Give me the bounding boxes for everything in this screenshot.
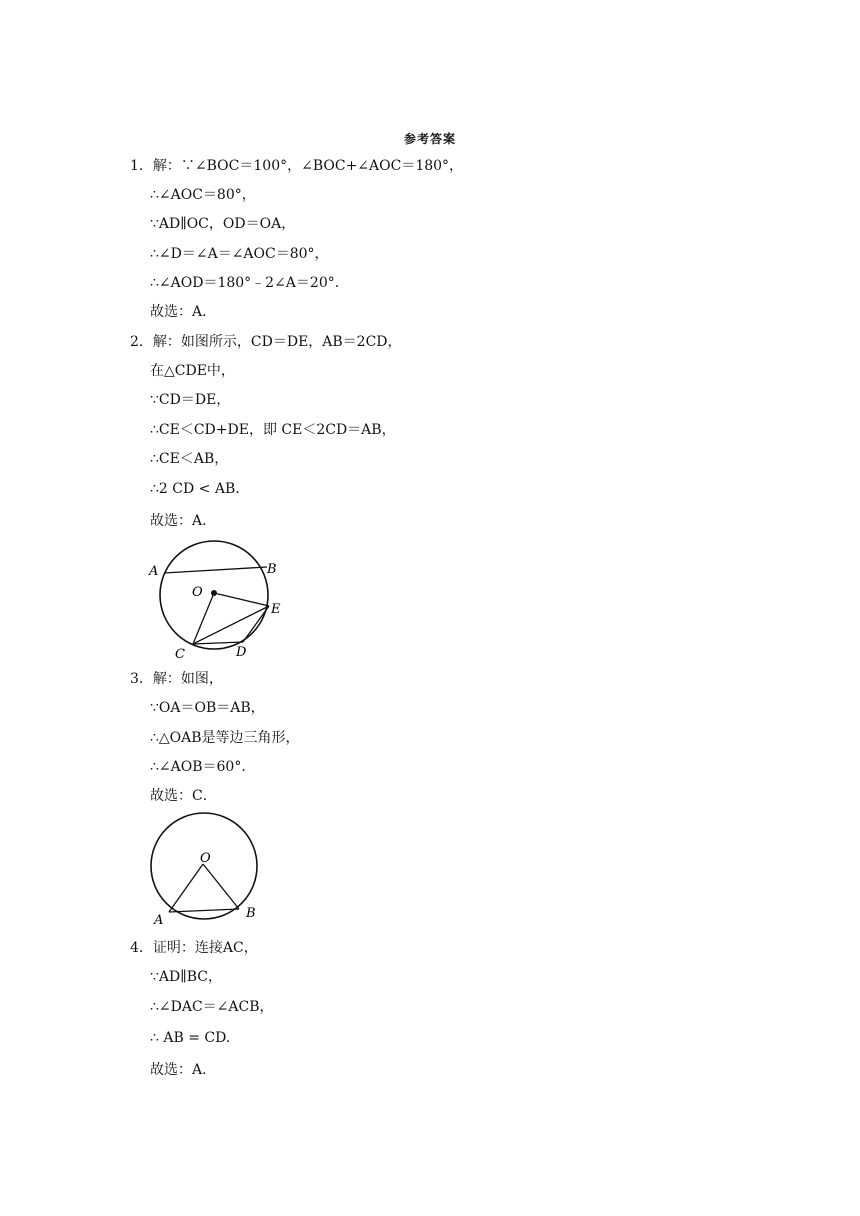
q3-line-2: ∵OA＝OB＝AB， [150,700,265,716]
q1-line-2: ∴∠AOC＝80°， [150,187,256,203]
label-o-2: O [200,851,211,866]
q3-answer: 故选：C． [150,788,217,804]
circle-figure-q2 [145,535,285,660]
q2-line-1: 2．解：如图所示，CD＝DE，AB＝2CD， [130,334,402,350]
label-o: O [192,585,203,600]
label-d: D [236,645,247,660]
q1-line-5: ∴∠AOD＝180°﹣2∠A＝20°． [150,275,349,291]
page-title: 参考答案 [403,132,456,146]
label-e: E [271,602,281,617]
q4-line-2: ∵AD∥BC， [150,969,222,985]
label-b: B [267,562,277,577]
q1-line-1: 1．解：∵∠BOC＝100°，∠BOC+∠AOC＝180°， [130,158,464,174]
q4-answer: 故选：A． [150,1062,217,1078]
q1-line-3: ∵AD∥OC，OD＝OA， [150,216,296,232]
q2-answer: 故选：A． [150,513,217,529]
label-c: C [175,647,185,660]
q3-line-4: ∴∠AOB＝60°． [150,759,256,775]
q4-line-1: 4．证明：连接AC， [130,940,258,956]
q2-line-6: ∴2 CD < AB. [150,481,240,497]
q2-line-3: ∵CD＝DE， [150,392,231,408]
q1-answer: 故选：A． [150,304,217,320]
q3-line-1: 3．解：如图， [130,671,223,687]
q2-line-4: ∴CE＜CD+DE，即 CE＜2CD＝AB， [150,422,396,438]
q2-line-2: 在△CDE中， [150,363,235,379]
circle-figure-q3 [145,812,270,930]
label-a-2: A [154,913,164,928]
q1-line-4: ∴∠D＝∠A＝∠AOC＝80°， [150,246,329,262]
label-a: A [149,564,159,579]
q3-line-3: ∴△OAB是等边三角形， [150,730,300,746]
q2-line-5: ∴CE＜AB， [150,451,229,467]
q4-line-4: ∴ AB = CD. [150,1030,231,1046]
label-b-2: B [246,906,256,921]
q4-line-3: ∴∠DAC＝∠ACB， [150,999,274,1015]
